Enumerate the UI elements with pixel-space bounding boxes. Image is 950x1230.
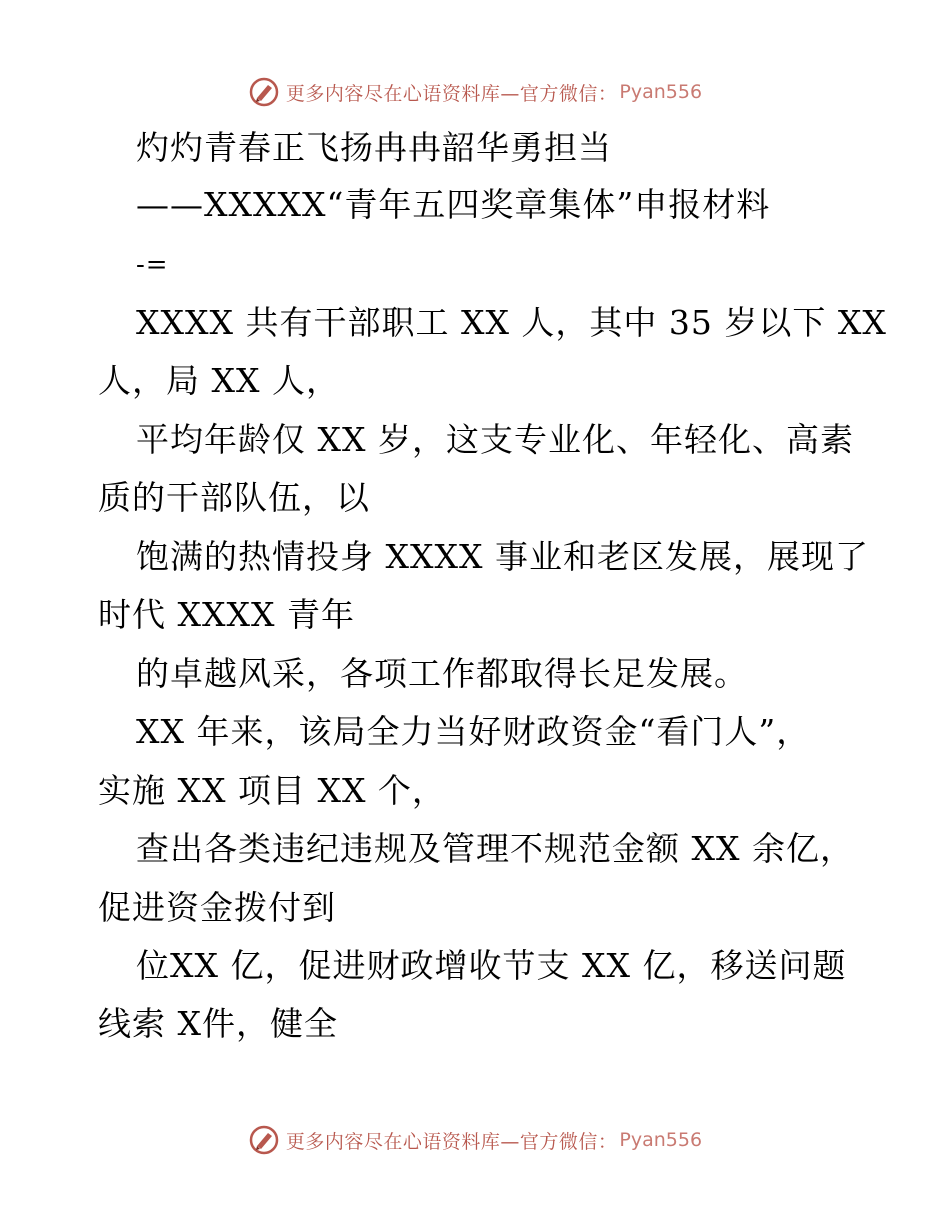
doc-line: XX 年来，该局全力当好财政资金“看门人”， <box>136 712 811 751</box>
watermark-text: 更多内容尽在心语资料库—官方微信： <box>285 1130 618 1153</box>
doc-line: 促进资金拨付到 <box>98 888 336 927</box>
doc-line: 实施 XX 项目 XX 个， <box>98 771 446 810</box>
footer-watermark <box>0 1120 950 1160</box>
doc-line: 的卓越风采，各项工作都取得长足发展。 <box>136 654 748 693</box>
doc-line: 平均年龄仅 XX 岁，这支专业化、年轻化、高素 <box>136 420 854 459</box>
doc-line: -= <box>136 250 169 280</box>
doc-subtitle: ——XXXXX“青年五四奖章集体”申报材料 <box>136 185 771 224</box>
doc-line: 时代 XXXX 青年 <box>98 595 355 634</box>
doc-line: 线索 X件，健全 <box>98 1004 338 1043</box>
doc-line: XXXX 共有干部职工 XX 人，其中 35 岁以下 XX <box>136 303 887 342</box>
doc-title: 灼灼青春正飞扬冉冉韶华勇担当 <box>136 128 612 167</box>
doc-line: 人，局 XX 人， <box>98 361 340 400</box>
doc-line: 饱满的热情投身 XXXX 事业和老区发展，展现了 <box>136 537 869 576</box>
doc-line: 质的干部队伍，以 <box>98 478 370 517</box>
header-watermark <box>0 72 950 112</box>
pen-logo-icon <box>248 76 280 108</box>
doc-line: 查出各类违纪违规及管理不规范金额 XX 余亿， <box>136 829 854 868</box>
watermark-wechat-id: Pyan556 <box>619 81 703 103</box>
watermark-wechat-id: Pyan556 <box>619 1129 703 1151</box>
doc-line: 位XX 亿，促进财政增收节支 XX 亿，移送问题 <box>136 946 847 985</box>
watermark-text: 更多内容尽在心语资料库—官方微信： <box>285 82 618 105</box>
pen-logo-icon <box>248 1124 280 1156</box>
